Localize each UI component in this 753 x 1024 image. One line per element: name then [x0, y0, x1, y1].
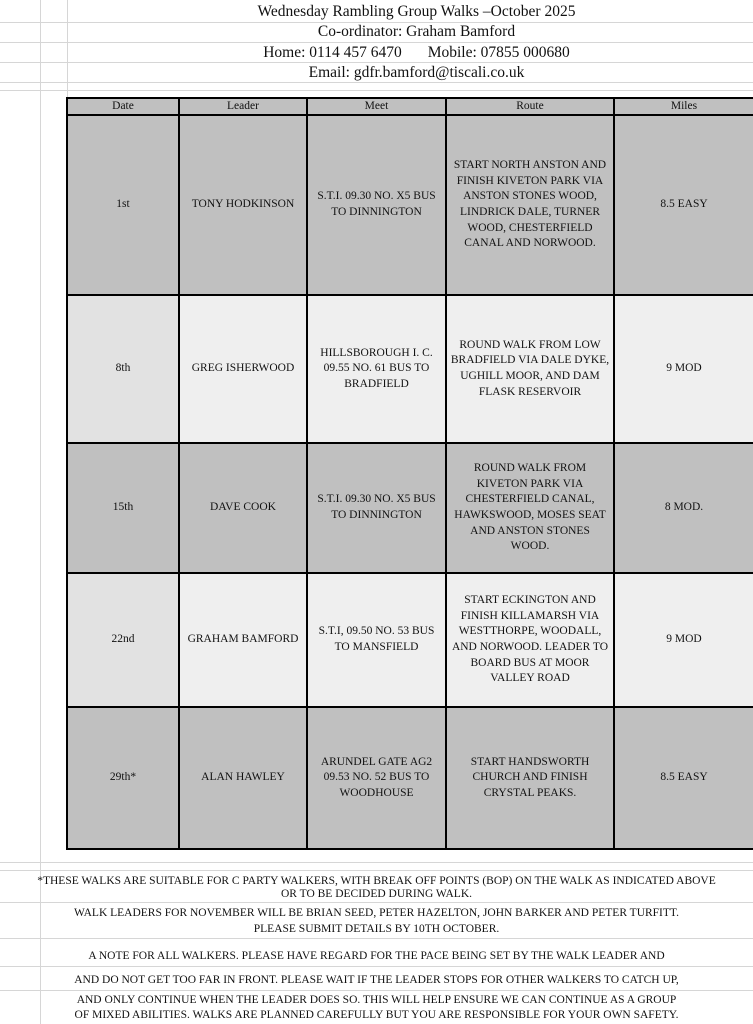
table-row — [67, 295, 753, 443]
home-phone: Home: 0114 457 6470 — [263, 44, 402, 61]
table-row — [67, 707, 753, 849]
column-header-date: Date — [67, 98, 179, 115]
walk-miles: 8 MOD. — [614, 443, 753, 573]
walks-table — [66, 97, 753, 850]
walk-route: ROUND WALK FROM LOW BRADFIELD VIA DALE DYKE, UGHILL MOOR, AND DAM FLASK RESERVOIR — [446, 295, 614, 443]
table-header-row — [67, 98, 753, 115]
walk-miles: 9 MOD — [614, 295, 753, 443]
walk-date: 15th — [67, 443, 179, 573]
table-row — [67, 573, 753, 707]
walk-meet: S.T.I, 09.50 NO. 53 BUS TO MANSFIELD — [307, 573, 446, 707]
leaders-note-line-1: WALK LEADERS FOR NOVEMBER WILL BE BRIAN SEED, PETER HAZELTON, JOHN BARKER AND PETER TURFITT. — [74, 907, 679, 919]
grid-line — [0, 90, 753, 91]
coordinator-line: Co-ordinator: Graham Bamford — [317, 23, 516, 40]
walk-route: ROUND WALK FROM KIVETON PARK VIA CHESTERFIELD CANAL, HAWKSWOOD, MOSES SEAT AND ANSTON STONES WOOD. — [446, 443, 614, 573]
grid-line — [0, 870, 753, 871]
grid-line — [0, 990, 753, 991]
walk-date: 29th* — [67, 707, 179, 849]
walk-route: START ECKINGTON AND FINISH KILLAMARSH VIA WESTTHORPE, WOODALL, AND NORWOOD. LEADER TO BOARD BUS AT MOOR VALLEY ROAD — [446, 573, 614, 707]
mobile-phone: Mobile: 07855 000680 — [427, 44, 570, 61]
column-header-miles: Miles — [614, 98, 753, 115]
grid-line — [0, 862, 753, 863]
page-title: Wednesday Rambling Group Walks –October 2025 — [257, 3, 576, 20]
walk-leader: DAVE COOK — [179, 443, 307, 573]
walk-date: 8th — [67, 295, 179, 443]
walk-miles: 8.5 EASY — [614, 115, 753, 295]
walk-leader: TONY HODKINSON — [179, 115, 307, 295]
table-row — [67, 443, 753, 573]
pace-note-line-4: OF MIXED ABILITIES. WALKS ARE PLANNED CAREFULLY BUT YOU ARE RESPONSIBLE FOR YOUR OWN SAFETY. — [74, 1009, 679, 1021]
phone-line — [0, 43, 753, 63]
walk-miles: 8.5 EASY — [614, 707, 753, 849]
walk-leader: GRAHAM BAMFORD — [179, 573, 307, 707]
leaders-note-line-2: PLEASE SUBMIT DETAILS BY 10TH OCTOBER. — [253, 923, 500, 935]
c-party-note-line-1: *THESE WALKS ARE SUITABLE FOR C PARTY WALKERS, WITH BREAK OFF POINTS (BOP) ON THE WALK AS INDICATED ABOVE — [37, 875, 716, 887]
walk-date: 22nd — [67, 573, 179, 707]
walk-miles: 9 MOD — [614, 573, 753, 707]
table-row — [67, 115, 753, 295]
column-header-route: Route — [446, 98, 614, 115]
walk-route: START HANDSWORTH CHURCH AND FINISH CRYSTAL PEAKS. — [446, 707, 614, 849]
walk-meet: ARUNDEL GATE AG2 09.53 NO. 52 BUS TO WOODHOUSE — [307, 707, 446, 849]
grid-line — [0, 902, 753, 903]
walk-route: START NORTH ANSTON AND FINISH KIVETON PARK VIA ANSTON STONES WOOD, LINDRICK DALE, TURNER WOOD, CHESTERFIELD CANAL AND NORWOOD. — [446, 115, 614, 295]
email-line: Email: gdfr.bamford@tiscali.co.uk — [308, 64, 525, 81]
walk-meet: S.T.I. 09.30 NO. X5 BUS TO DINNINGTON — [307, 443, 446, 573]
grid-line — [0, 938, 753, 939]
walk-date: 1st — [67, 115, 179, 295]
walk-meet: HILLSBOROUGH I. C. 09.55 NO. 61 BUS TO BRADFIELD — [307, 295, 446, 443]
walk-leader: ALAN HAWLEY — [179, 707, 307, 849]
walk-leader: GREG ISHERWOOD — [179, 295, 307, 443]
grid-line — [0, 966, 753, 967]
pace-note-line-1: A NOTE FOR ALL WALKERS. PLEASE HAVE REGARD FOR THE PACE BEING SET BY THE WALK LEADER AND — [88, 950, 665, 962]
column-header-meet: Meet — [307, 98, 446, 115]
walk-meet: S.T.I. 09.30 NO. X5 BUS TO DINNINGTON — [307, 115, 446, 295]
column-header-leader: Leader — [179, 98, 307, 115]
c-party-note-line-2: OR TO BE DECIDED DURING WALK. — [280, 888, 473, 900]
pace-note-line-3: AND ONLY CONTINUE WHEN THE LEADER DOES SO. THIS WILL HELP ENSURE WE CAN CONTINUE AS A GROUP — [76, 994, 677, 1006]
pace-note-line-2: AND DO NOT GET TOO FAR IN FRONT. PLEASE WAIT IF THE LEADER STOPS FOR OTHER WALKERS TO CATCH UP, — [74, 974, 679, 986]
